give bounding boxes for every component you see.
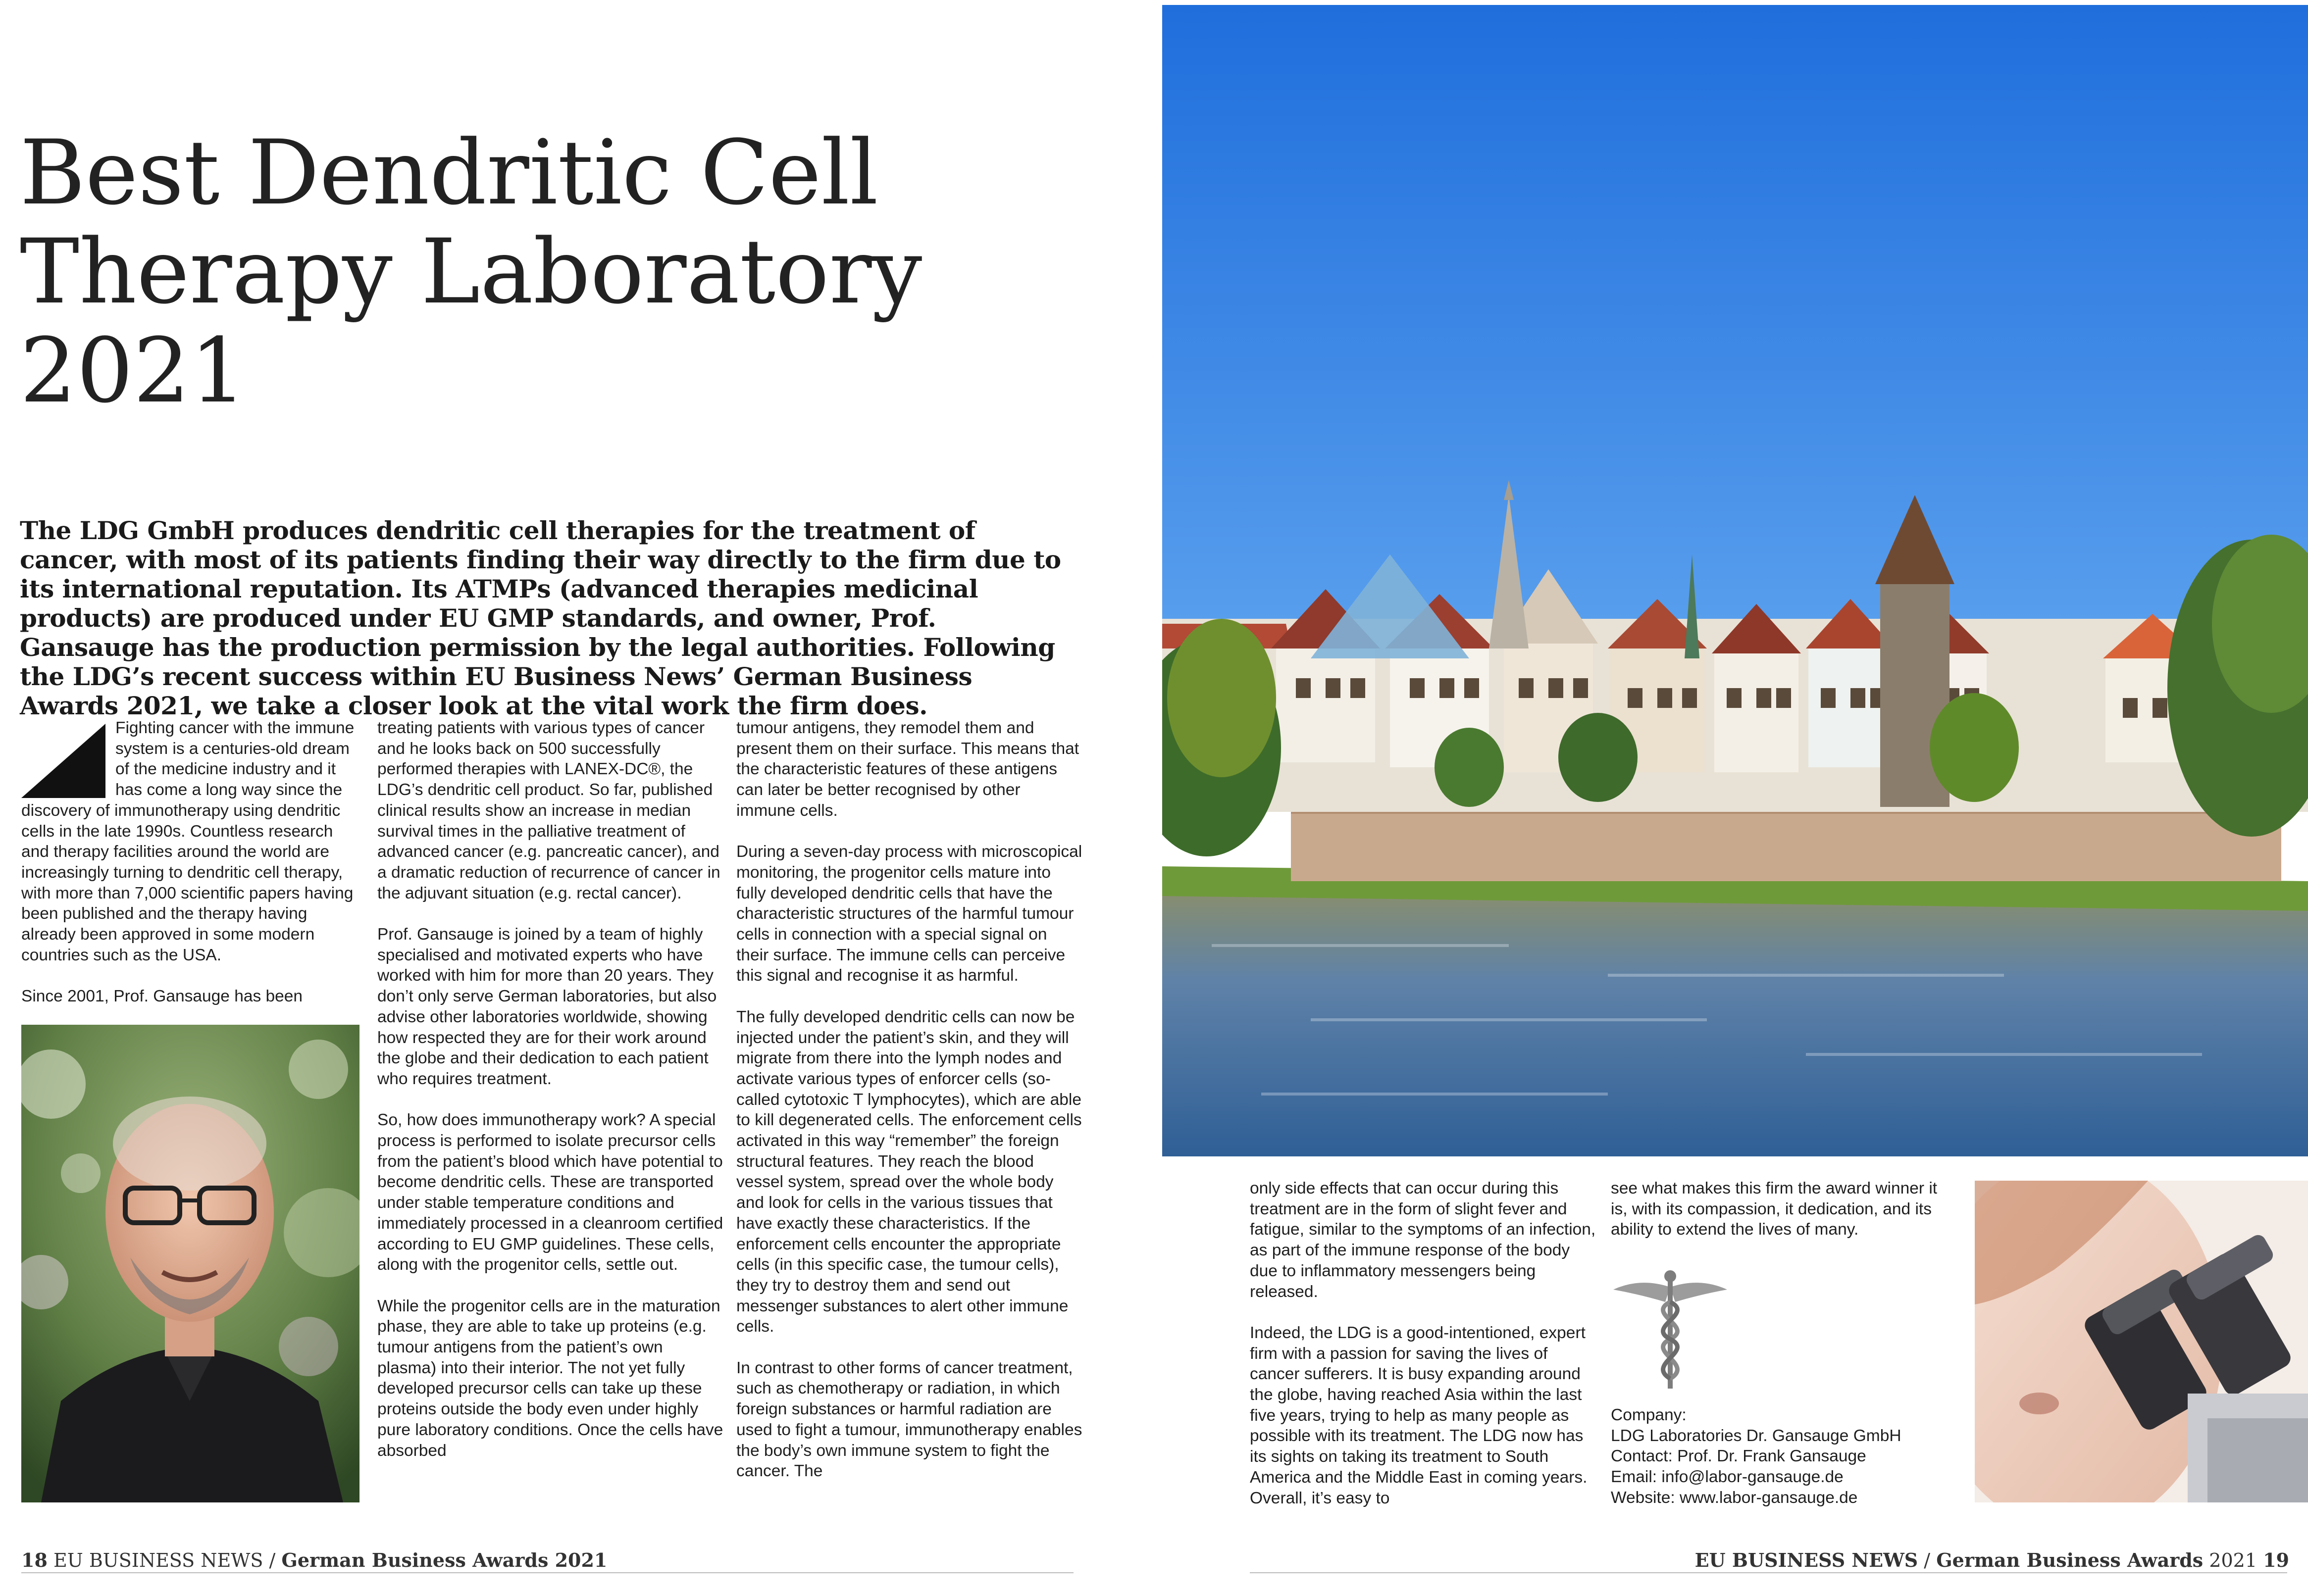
section-name: German Business Awards 2021 bbox=[281, 1549, 608, 1571]
paragraph: treating patients with various types of cancer and he looks back on 500 successfully performed therapies with LANEX-DC®, the LDG’s dendritic cell product. So far, published clinical results show an increase in median survival times in the palliative treatment of advanced cancer (e.g. pancreatic cancer), and a dramatic reduction of recurrence of cancer in the adjuvant situation (e.g. rectal cancer). bbox=[377, 719, 720, 902]
magazine-name: EU BUSINESS NEWS bbox=[1694, 1549, 1918, 1571]
footer-separator: / bbox=[269, 1549, 276, 1571]
footer-left bbox=[21, 1549, 607, 1571]
section-name: German Business Awards bbox=[1936, 1549, 2204, 1571]
paragraph: only side effects that can occur during this treatment are in the form of slight fever and fatigue, similar to the symptoms of an infection, as part of the immune response of the body due to inflammatory messengers being released. bbox=[1250, 1179, 1596, 1301]
paragraph: The fully developed dendritic cells can now be injected under the patient’s skin, and they will migrate from there into the lymph nodes and activate various types of enforcer cells (so-called cytotoxic T lymphocytes), which are able to kill degenerated cells. The enforcement cells activated in this way “remember” the foreign structural features. They reach the blood vessel system, spread over the whole body and look for cells in the various tissues that have exactly these characteristics. If the enforcement cells encounter the appropriate cells (in this specific case, the tumour cells), they try to destroy them and send out messenger substances to alert other immune cells. bbox=[736, 1007, 1082, 1336]
contact-website: Website: www.labor-gansauge.de bbox=[1611, 1488, 1858, 1507]
caduceus-icon bbox=[1611, 1267, 1730, 1391]
paragraph: During a seven-day process with microscopical monitoring, the progenitor cells mature into fully developed dendritic cells that have the characteristic structures of the harmful tumour cells in connection with a special signal on their surface. The immune cells can perceive this signal and recognise it as harmful. bbox=[736, 843, 1082, 985]
footer-right bbox=[1695, 1549, 2289, 1571]
footer-rule bbox=[1250, 1572, 2287, 1573]
section-year: 2021 bbox=[2209, 1549, 2257, 1571]
paragraph: So, how does immunotherapy work? A special process is performed to isolate precursor cells from the patient’s blood which have potential to become dendritic cells. These are transported under stable temperature conditions and immediately processed in a cleanroom certified according to EU GMP guidelines. These cells, along with the progenitor cells, settle out. bbox=[377, 1111, 723, 1274]
page-number: 18 bbox=[21, 1549, 48, 1571]
title-line-1: Best Dendritic Cell bbox=[20, 121, 878, 225]
article-column-3 bbox=[736, 718, 1083, 1482]
paragraph: Indeed, the LDG is a good-intentioned, expert firm with a passion for saving the lives of cancer sufferers. It is busy expanding around the globe, having reached Asia within the last five years, trying to help as many people as possible with its treatment. The LDG now has its sights on taking its treatment to South America and the Middle East in coming years. Overall, it’s easy to bbox=[1250, 1323, 1588, 1507]
paragraph: see what makes this firm the award winner it is, with its compassion, it dedication, and its ability to extend the lives of many. bbox=[1611, 1179, 1938, 1239]
standfirst: The LDG GmbH produces dendritic cell therapies for the treatment of cancer, with most of its patients finding their way directly to the firm due to its international reputation. Its ATMPs (advanced therapies medicinal products) are produced under EU GMP standards, and owner, Prof. Gansauge has the production permission by the legal authorities. Following the LDG’s recent success within EU Business News’ German Business Awards 2021, we take a closer look at the vital work the firm does. bbox=[20, 516, 1061, 720]
paragraph: Since 2001, Prof. Gansauge has been bbox=[21, 987, 303, 1006]
paragraph: tumour antigens, they remodel them and present them on their surface. This means that the characteristic features of these antigens can later be better recognised by other immune cells. bbox=[736, 719, 1079, 820]
magazine-name: EU BUSINESS NEWS bbox=[53, 1549, 263, 1571]
paragraph: In contrast to other forms of cancer treatment, such as chemotherapy or radiation, in which foreign substances or harmful radiation are used to fight a tumour, immunotherapy enables the body’s own immune system to fight the cancer. The bbox=[736, 1358, 1082, 1481]
contact-block bbox=[1611, 1405, 1957, 1508]
article-column-2 bbox=[377, 718, 724, 1461]
paragraph: Prof. Gansauge is joined by a team of highly specialised and motivated experts who have worked with him for more than 20 years. They don’t only serve German laboratories, but also advise other laboratories worldwide, showing how respected they are for their work around the globe and their dedication to each patient who requires treatment. bbox=[377, 925, 717, 1088]
portrait-photo bbox=[21, 1025, 359, 1502]
page-number: 19 bbox=[2263, 1549, 2289, 1571]
page-title bbox=[20, 121, 1060, 423]
town-riverside-photo bbox=[1162, 5, 2308, 1156]
contact-email: Email: info@labor-gansauge.de bbox=[1611, 1468, 1844, 1487]
article-column-5 bbox=[1611, 1178, 1957, 1240]
triangle-dropcap-icon bbox=[21, 724, 105, 798]
footer-separator: / bbox=[1924, 1549, 1931, 1571]
paragraph: While the progenitor cells are in the maturation phase, they are able to take up proteins (e.g. tumour antigens from the patient’s own plasma) into their interior. The not yet fully developed precursor cells can take up these proteins outside the body even under highly pure laboratory conditions. Once the cells have absorbed bbox=[377, 1297, 723, 1460]
title-line-2: Therapy Laboratory 2021 bbox=[20, 220, 923, 423]
article-column-1 bbox=[21, 718, 358, 1007]
article-column-4 bbox=[1250, 1178, 1596, 1508]
company-name: LDG Laboratories Dr. Gansauge GmbH bbox=[1611, 1426, 1901, 1445]
company-label: Company: bbox=[1611, 1406, 1687, 1424]
microscope-photo bbox=[1975, 1181, 2308, 1502]
contact-person: Contact: Prof. Dr. Frank Gansauge bbox=[1611, 1447, 1866, 1466]
footer-rule bbox=[21, 1572, 1074, 1573]
paragraph: Fighting cancer with the immune system is a centuries-old dream of the medicine industry and it has come a long way since the discovery of immunotherapy using dendritic cells in the late 1990s. Countless research and therapy facilities around the world are increasingly turning to dendritic cell therapy, with more than 7,000 scientific papers having been published and the therapy having already been approved in some modern countries such as the USA. bbox=[21, 719, 355, 964]
